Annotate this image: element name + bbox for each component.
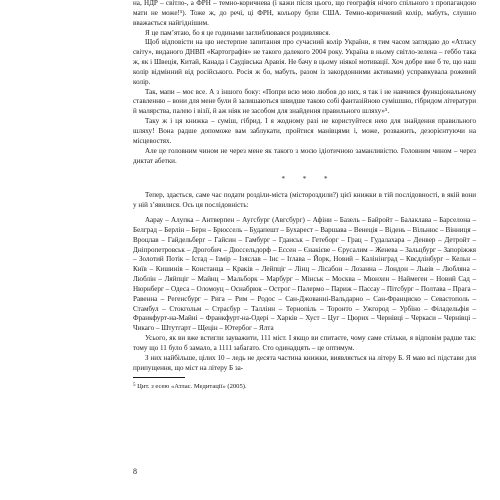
- paragraph: Так, мапи – моє все. А з іншого боку: «Попри всю мою любов до них, я так і не навчився функціональному ставленню – вони для мене були й залишаються швидше такою собі фантазійною сумішшю, гібридом літератури й малярства, палею і візії, й аж ніяк не засобом для знайдення правильного шляху»⁵.: [133, 87, 476, 116]
- text-block-top: [133, 0, 476, 166]
- paragraph: Я це пам’ятаю, бо я це годинами заглиблювався роздивлявся.: [145, 28, 331, 37]
- text-block-mid: [133, 191, 476, 373]
- section-divider: * * *: [281, 175, 336, 184]
- footnote-divider: [133, 377, 185, 378]
- paragraph: З них найбільше, цілих 10 – ледь не десята частина книжки, виявляється на літеру Б. Я маю всі підстави для припущення, що міст на літеру Б за-: [133, 353, 476, 372]
- paragraph: на, НДР – світло-, а ФРН – темно-коричнева (і кажи після цього, що географія нічого спільного з пропагандою мати не може!⁵). Тоже ж, до речі, ці ФРН, кольору були США. Темно-коричневий колір, мабуть, слушно вважається найгіднішим.: [133, 0, 476, 27]
- footnote-marker: 5: [133, 382, 136, 388]
- paragraph: Щоб відповісти на цю нестерпне запитання про сучасний колір України, я тим часом заглядаю до «Атласу світу», виданого ДНВП «Картографія» не такого далекого 2004 року. Україна в ньому світло-зелена – геббо така ж, як і Швеція, Китай, Канада і Саудівська Аравія. Не бачу в цьому ніякої мотивації. Хоч добре вже б те, що наш колір відмінний від російського. Росія ж бо, мабуть, разом із закордонними активами) усправкувала рожевий колір.: [133, 38, 476, 86]
- footnote: [133, 382, 476, 392]
- paragraph: Таку ж і ця книжка – суміш, гібрид. І я жодному разі не користуйтеся нею для знайдення правильного шляху! Вона радше допоможе вам заблукати, пройтися манівцями і, може, розважить, дезорієнтуючи на місцевостях.: [133, 117, 476, 145]
- paragraph: Але це головним чином не через мене як такого з моєю ідіотичною заманливістю. Головним чином – через диктат абетки.: [133, 146, 476, 165]
- footnote-text: Цит. з есею «Атлас. Медитації» (2005).: [137, 382, 247, 390]
- paragraph: Усього, як ви вже встигли зауважити, 111 міст. І якщо ви спитаєте, чому саме стільки, я відповім радше так: тому що 11 було б замало, а 1111 забагато. Сто одинадцять – це оптимум.: [133, 334, 476, 352]
- page-number: 8: [133, 467, 137, 476]
- paragraph: Тепер, здається, саме час подати розділи-міста (містороздили?) цієї книжки в тій послідовності, в якій вони у ній з’явилися. Ось ця послідовність:: [133, 191, 476, 210]
- cities-list: Аарау – Алупка – Антверпен – Аугсбург (Авгсбург) – Афіни – Базель – Байройт – Балаклава – Барселона – Белград – Берлін – Берн – Брюссель – Будапешт – Бухарест – Варшава – Венеція – Відень – Вільнюс – Вінниця – Вроцлав – Гайдельберг – Гайсин – Гамбург – Гданськ – Гетеборг – Грац – Гудалахара – Денвер – Детройт – Дніпропетровськ – Дрогобич – Дюссельдорф – Ессен – Єнакієве – Єрусалим – Женева – Зальцбург – Запоріжжя – Золотий Потік – Істад – Ізмір – Ізяслав – Інс – Іґлава – Йорк, Новий – Калінінград – Квєдлінбург – Кельн – Київ – Кишинів – Констанца – Краків – Лейпціг – Лінц – Лісабон – Лозанна – Лондон – Львів – Любляна – Люблін – Ляйпціг – Майнц – Мальборк – Марбург – Мінськ – Москва – Мюнхен – Наймеген – Новий Сад – Нюрнберг – Одеса – Оломоуц – Оснабрюк – Острог – Палермо – Париж – Пассау – Пітсбург – Полтава – Прага – Равенна – Регенсбург – Рига – Рим – Родос – Сан-Джованні-Вальдарно – Сан-Франциско – Севастополь – Стамбул – Стокгольм – Страсбур – Таллінн – Тернопіль – Торонто – Ужгород – Урбіно – Філадельфія – Франкфурт-на-Майні – Франкфурт-на-Одері – Харків – Хуст – Цуг – Цюрих – Чернівці – Черкаси – Чернівці – Чикаго – Штутгарт – Щецін – Ютербог – Ялта: [133, 216, 476, 333]
- book-page: [133, 0, 476, 500]
